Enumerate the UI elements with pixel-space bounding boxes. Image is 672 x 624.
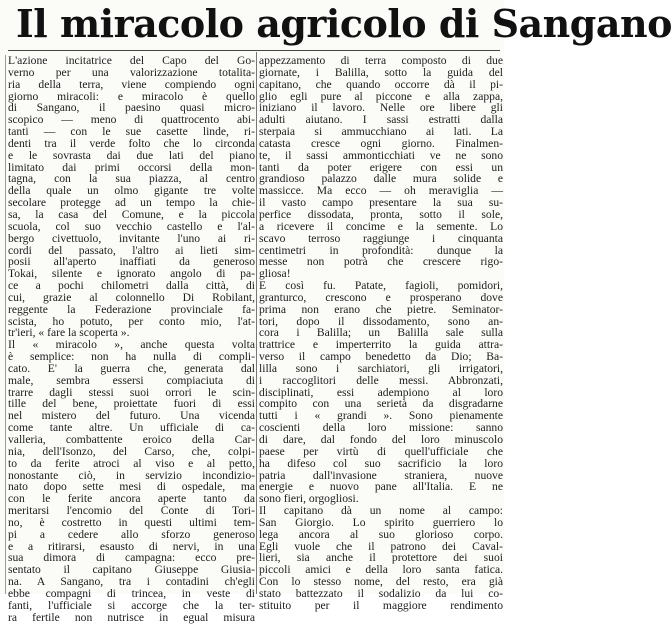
headline-rule (8, 50, 500, 51)
text-line: stato battezzato il sodalizio da lui co- (259, 586, 503, 600)
text-line: grandioso palazzo dalle mura solide e (259, 172, 503, 186)
text-line: cordi del passato, l'altro ai lieti sim- (8, 243, 255, 257)
text-line: sono fieri, orgogliosi. (259, 492, 359, 506)
text-line: ebbe compagni di trincea, in veste di (8, 586, 255, 600)
text-line: tille del bene, proiettate fuori di essi (8, 397, 255, 411)
text-line: lega ancora al suo glorioso corpo. (259, 527, 503, 541)
text-line: glio egli pure al piccone e alla zappa, (259, 89, 503, 103)
text-line: lieri, sia anche il protettore dei suoi (259, 551, 503, 565)
text-line: tutti i « grandi ». Sono pienamente (259, 409, 503, 423)
text-line: è semplice: non ha nulla di compli- (8, 350, 255, 364)
text-line: Con lo stesso nome, del resto, era già (259, 575, 503, 589)
text-line: di Sangano, il paesino quasi micro- (8, 101, 255, 115)
text-line: piccoli amici e della loro santa fatica. (259, 563, 503, 577)
text-line: lilla sono i sarchiatori, gli irrigatori, (259, 361, 503, 375)
text-line: massicce. Ma ecco — oh meraviglia — (259, 184, 503, 198)
text-line: cato. E' la guerra che, generata dal (8, 361, 255, 375)
text-line: tagna, con la sua piazza, al centro (8, 172, 255, 186)
text-line: i raccoglitori delle messi. Abbronzati, (259, 373, 503, 387)
text-line: scopico — meno di quattrocento abi- (8, 113, 255, 127)
text-line: Egli vuole che il patrono dei Caval- (259, 539, 503, 553)
text-line: secolare protegge ad un tempo la chie- (8, 196, 255, 210)
text-line: energie e nuovo pane all'Italia. E ne (259, 480, 503, 494)
text-line: con le ferite ancora aperte tanto da (8, 492, 255, 506)
text-line: adulti aiutano. I sassi estratti dalla (259, 113, 503, 127)
text-line: il vasto campo presentare la sua su- (259, 196, 503, 210)
text-line: limitato dai primi occorsi della mon- (8, 160, 255, 174)
text-line: trattrice e imperterrito la guida attra- (259, 338, 503, 352)
text-line: come tante altre. Un ufficiale di ca- (8, 421, 255, 435)
text-line: Il « miracolo », anche questa volta (8, 338, 255, 352)
text-line: posii all'aperto inaffiati da generoso (8, 255, 255, 269)
page-edge-divider (0, 55, 6, 594)
text-line: nato dopo sette mesi di ospedale, ma (8, 480, 255, 494)
text-line: trarre dagli stessi suoi orrori le scin- (8, 385, 255, 399)
text-line: verso il campo benedetto da Dio; Ba- (259, 350, 503, 364)
text-line: messe non potrà che crescere rigo- (259, 255, 503, 269)
text-line: sua dimora di campagna: ecco pre- (8, 551, 255, 565)
text-line: paese per virtù di quell'ufficiale che (259, 444, 503, 458)
text-line: reggente la Federazione provinciale fa- (8, 302, 255, 316)
text-line: meritarsi l'encomio del Conte di Tori- (8, 504, 255, 518)
article-headline: Il miracolo agricolo di Sangano (16, 1, 672, 46)
text-line: sa, la casa del Comune, e la piccola (8, 207, 255, 221)
text-line: scista, ho potuto, per conto mio, l'at- (8, 314, 255, 328)
text-line: perfice dissodata, pronta, sotto il sole, (259, 207, 503, 221)
text-line: e le sovrasta dai due lati del piano (8, 148, 255, 162)
text-line: Tokai, silente e ignorato angolo di pa- (8, 267, 255, 281)
text-line: E così fu. Patate, fagioli, pomidori, (259, 279, 503, 293)
text-line: tanti da poter erigere con essi un (259, 160, 503, 174)
text-line: compito con una serietà da disgradarne (259, 397, 503, 411)
text-line: male, sembra essersi compiaciuta di (8, 373, 255, 387)
text-line: tr'ieri, « fare la scoperta ». (8, 326, 130, 340)
text-line: L'azione incitatrice del Capo del Go- (8, 54, 255, 67)
text-line: valleria, combattente eroico della Car- (8, 433, 255, 446)
text-line: coscienti della loro missione: sanno (259, 421, 503, 435)
text-line: iniziano il lavoro. Nelle ore libere gli (259, 101, 503, 115)
text-line: granturco, crescono e prosperano dove (259, 290, 503, 304)
text-line: bergo civettuolo, invitante l'uno ai ri- (8, 231, 255, 245)
text-line: giornate, i Balilla, sotto la guida del (259, 65, 503, 79)
text-line: prima non erano che pietre. Seminator- (259, 302, 503, 316)
text-line: te, il sassi ammonticchiati ve ne sono (259, 148, 503, 162)
text-line: gliosa! (259, 267, 291, 281)
text-line: della quale un olmo gigante tre volte (8, 184, 255, 198)
text-line: ria della terra, viene compiendo ogni (8, 77, 255, 91)
text-line: nia, dell'Isonzo, del Carso, che, colpi- (8, 444, 255, 458)
text-line: cui, grazie al colonnello Di Robilant, (8, 290, 255, 304)
column-divider (256, 52, 257, 594)
text-line: di dare, dal fondo del loro minuscolo (259, 433, 503, 446)
text-line: capitano, che quando occorre dà il pi- (259, 77, 503, 91)
text-line: e a ritirarsi, esausto di nervi, in una (8, 539, 255, 553)
text-line: appezzamento di terra composto di due (259, 54, 503, 67)
text-line: to da ferite atroci al viso e al petto, (8, 456, 255, 470)
text-line: pi a cedere allo sforzo generoso (8, 527, 255, 541)
text-line: giorno miracoli: e miracolo è quello (8, 89, 255, 103)
text-line: cora i Balilla; un Balilla sale sulla (259, 326, 503, 340)
text-line: scavo terroso raggiunge i cinquanta (259, 231, 503, 245)
text-line: sentato il capitano Giuseppe Giusia- (8, 563, 255, 577)
text-line: patria dall'invasione straniera, nuove (259, 468, 503, 482)
text-line: ce a pochi chilometri dalla città, di (8, 279, 255, 293)
text-line: na. A Sangano, tra i contadini ch'egli (8, 575, 255, 589)
text-line: nonostante ciò, in servizio incondizio- (8, 468, 255, 482)
text-line: tori, dopo il dissodamento, sono an- (259, 314, 503, 328)
article-column-left (8, 54, 255, 624)
text-line: tanti — con le sue casette linde, ri- (8, 125, 255, 139)
article-column-right (259, 54, 503, 612)
text-line: San Giorgio. Lo spirito guerriero lo (259, 515, 503, 529)
text-line: Il capitano dà un nome al campo: (259, 504, 503, 518)
text-line: sterpaia si ammucchiano ai lati. La (259, 125, 503, 139)
text-line: centimetri in profondità: dunque la (259, 243, 503, 257)
text-line: no, è costretto in questi ultimi tem- (8, 515, 255, 529)
text-line: catasta cresce ogni giorno. Finalmen- (259, 136, 503, 150)
text-line: stituito per il maggiore rendimento (259, 598, 503, 612)
text-line: disciplinati, essi adempiono al loro (259, 385, 503, 399)
text-line: verno per una valorizzazione totalita- (8, 65, 255, 79)
text-line: denti tra il verde folto che lo circonda (8, 136, 255, 150)
text-line: scuola, col suo vecchio castello e l'al- (8, 219, 255, 233)
text-line: ha difeso col suo sacrificio la loro (259, 456, 503, 470)
text-line: nel mistero del futuro. Una vicenda (8, 409, 255, 423)
text-line: a ricevere il concime e la semente. Lo (259, 219, 503, 233)
text-line: fanti, l'ufficiale si accorge che la ter- (8, 598, 255, 612)
text-line: ra fertile non nutrisce in egual misura (8, 610, 255, 624)
